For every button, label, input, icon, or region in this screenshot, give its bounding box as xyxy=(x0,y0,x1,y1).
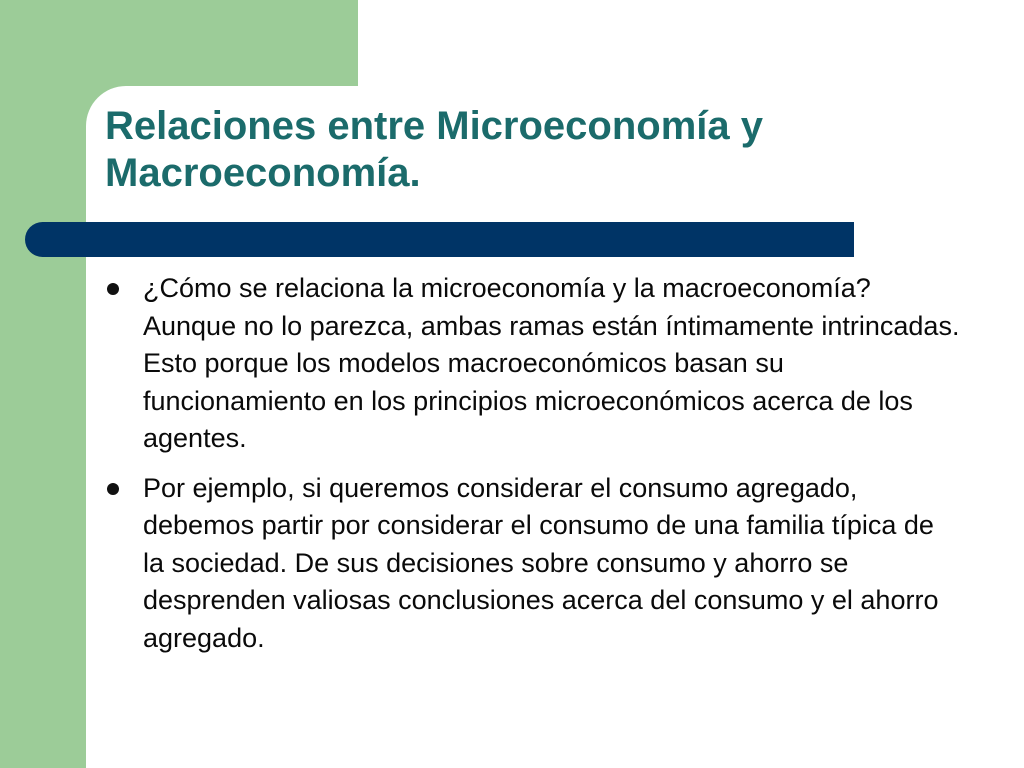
title-underline-bar xyxy=(25,222,854,257)
bullet-dot-icon xyxy=(107,483,119,495)
bullet-dot-icon xyxy=(107,283,119,295)
slide-title: Relaciones entre Microeconomía y Macroeconomía. xyxy=(105,104,764,195)
bullet-text: Por ejemplo, si queremos considerar el consumo agregado, debemos partir por considerar el consumo de una familia típica de la sociedad. De sus decisiones sobre consumo y ahorro se desprenden valiosas conclusiones acerca del consumo y el ahorro agregado. xyxy=(143,472,939,653)
bullet-list xyxy=(105,270,960,669)
bullet-text: ¿Cómo se relaciona la microeconomía y la macroeconomía? Aunque no lo parezca, ambas ramas están íntimamente intrincadas. Esto porque los modelos macroeconómicos basan su funcionamiento en los principios microeconómicos acerca de los agentes. xyxy=(143,273,960,453)
bullet-item xyxy=(105,470,960,658)
bullet-item xyxy=(105,270,960,458)
